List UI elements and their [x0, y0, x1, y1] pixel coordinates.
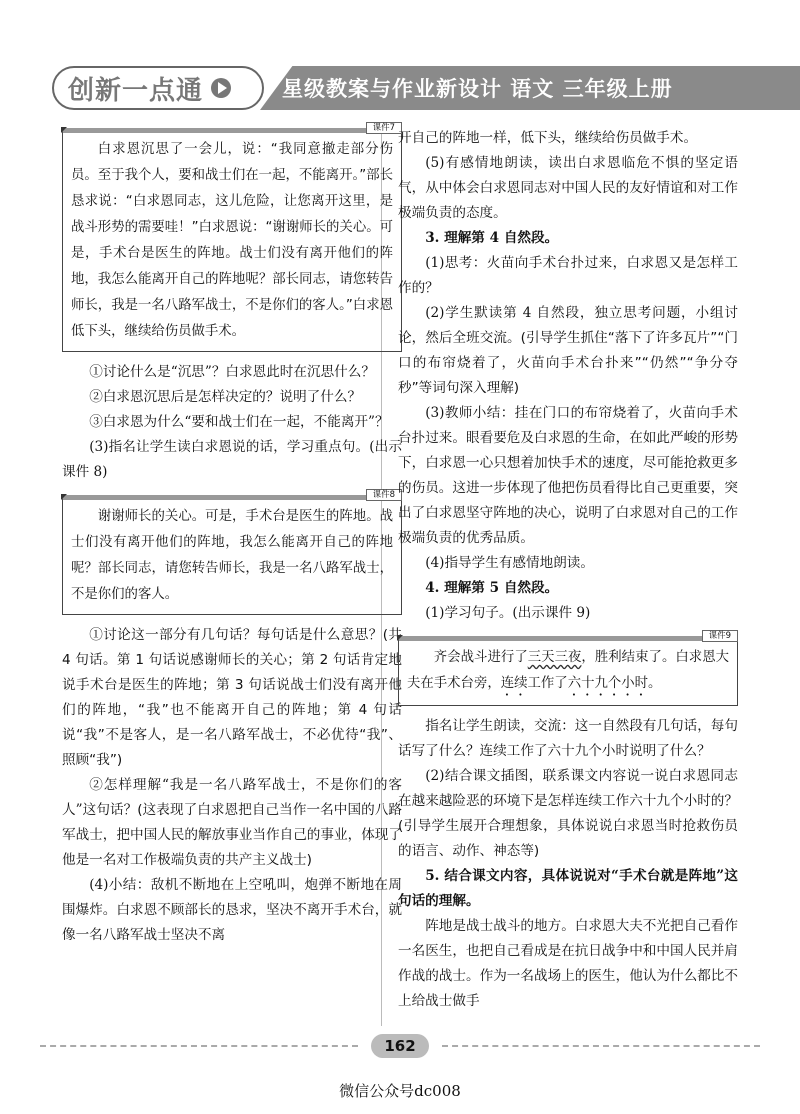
page-number: 162 — [371, 1034, 429, 1058]
discussion — [62, 623, 402, 773]
book-title: 星级教案与作业新设计 语文 三年级上册 — [282, 77, 673, 101]
step: (1)思考：火苗向手术台扑过来，白求恩又是怎样工作的？ — [398, 255, 738, 296]
heading-text: 4. 理解第 5 自然段。 — [425, 580, 559, 596]
continued-text: 开自己的阵地一样，低下头，继续给伤员做手术。 — [398, 130, 698, 146]
play-icon — [211, 78, 231, 98]
box-text — [407, 645, 729, 699]
box-corner-icon — [61, 494, 67, 500]
footer-line-right — [442, 1045, 760, 1047]
brand-badge — [52, 66, 264, 110]
discussion-question: ②怎样理解“我是一名八路军战士，不是你们的客人”这句话？ — [62, 777, 402, 818]
step: (3)指名让学生读白求恩说的话，学习重点句。(出示课件 8) — [62, 439, 402, 480]
step: (4)指导学生有感情地朗读。 — [425, 555, 594, 571]
footer-line-left — [40, 1045, 358, 1047]
heading-text: 3. 理解第 4 自然段。 — [425, 230, 559, 246]
box-text-part: 齐会战斗进行了 — [433, 650, 528, 665]
step: (3)教师小结：挂在门口的布帘烧着了，火苗向手术台扑过来。眼看要危及白求恩的生命，在如此严峻的形势下，白求恩一心只想着加快手术的速度，尽可能抢救更多的伤员。这进一步体现了他把伤员看得比自己更重要，突出了白求恩坚守阵地的决心，说明了白求恩对自己的工作极端负责的优秀品质。 — [398, 405, 738, 546]
courseware-box-8 — [62, 490, 402, 615]
step — [398, 764, 738, 864]
right-column — [398, 126, 738, 1014]
section-heading — [398, 576, 738, 601]
question: ②白求恩沉思后是怎样决定的？说明了什么？ — [89, 389, 362, 405]
box-corner-icon — [397, 635, 403, 641]
question: ③白求恩为什么“要和战士们在一起，不能离开”？ — [89, 414, 389, 430]
emphasis-wavy: 三天三夜 — [527, 650, 582, 665]
box-corner-icon — [61, 127, 67, 133]
explanation: 阵地是战士战斗的地方。白求恩大夫不光把自己看作一名医生，也把自己看成是在抗日战争中和中国人民并肩作战的战士。作为一名战场上的医生，他认为什么都比不上给战士做手 — [398, 918, 738, 1009]
box-text-part: ，胜利结束了。白求恩大夫在手术台旁， — [407, 650, 730, 691]
box-text-part: 。 — [648, 676, 662, 691]
discussion-note: (这表现了白求恩把自己当作一名中国的八路军战士，把中国人民的解放事业当作自己的事业，体现了他是一名对工作极端负责的共产主义战士) — [62, 802, 402, 868]
courseware-tag: 课件9 — [702, 630, 738, 642]
courseware-tag: 课件8 — [366, 489, 402, 501]
heading-text: 5. 结合课文内容，具体说说对“手术台就是阵地”这句话的理解。 — [398, 868, 738, 909]
step-note: (引导学生展开合理想象，具体说说白求恩当时抢救伤员的语言、动作、神态等) — [398, 818, 738, 859]
discussion — [62, 773, 402, 873]
discussion-question: ①讨论这一部分有几句话？每句话是什么意思？ — [89, 627, 383, 643]
brand-text: 创新一点通 — [68, 75, 204, 106]
question: ①讨论什么是“沉思”？白求恩此时在沉思什么？ — [89, 364, 375, 380]
step: (1)学习句子。(出示课件 9) — [425, 605, 591, 621]
page-header — [0, 58, 800, 116]
step — [398, 301, 738, 401]
step-text: (2)结合课文插图，联系课文内容说一说白求恩同志在越来越险恶的环境下是怎样连续工作六十九个小时的？ — [398, 768, 738, 809]
courseware-box-9 — [398, 631, 738, 706]
step-text: (2)学生默读第 4 自然段，独立思考问题，小组讨论，然后全班交流。 — [398, 305, 738, 346]
box-text: 白求恩沉思了一会儿，说：“我同意撤走部分伤员。至于我个人，要和战士们在一起，不能离开。”部长恳求说：“白求恩同志，这儿危险，让您离开这里，是战斗形势的需要哇！”白求恩说：“谢谢师长的关心。可是，手术台是医生的阵地。战士们没有离开他们的阵地，我怎么能离开自己的阵地呢？部长同志，请您转告师长，我是一名八路军战士，不是你们的客人。”白求恩低下头，继续给伤员做手术。 — [71, 142, 393, 339]
step: 指名让学生朗读，交流：这一自然段有几句话，每句话写了什么？连续工作了六十九个小时说明了什么？ — [398, 718, 738, 759]
section-heading — [398, 226, 738, 251]
emphasis-dotted: 六十九个小时 — [567, 676, 649, 691]
section-heading — [398, 864, 738, 914]
left-column — [62, 123, 402, 948]
courseware-box-7 — [62, 123, 402, 352]
wechat-watermark: 微信公众号dc008 — [339, 1082, 461, 1100]
courseware-tag: 课件7 — [366, 122, 402, 134]
box-text-part: 工作了 — [527, 676, 568, 691]
emphasis-dotted: 连续 — [500, 676, 528, 691]
discussion-note: (共 4 句话。第 1 句话说感谢师长的关心；第 2 句话肯定地说手术台是医生的阵地；第 3 句话说战士们没有离开他们的阵地，“我”也不能离开自己的阵地；第 4 句话说“我”不是客人，是一名八路军战士，不必优待“我”、照顾“我”) — [62, 627, 402, 768]
box-text: 谢谢师长的关心。可是，手术台是医生的阵地。战士们没有离开他们的阵地，我怎么能离开自己的阵地呢？部长同志，请您转告师长，我是一名八路军战士，不是你们的客人。 — [71, 509, 393, 602]
step-note: (引导学生抓住“落下了许多瓦片”“门口的布帘烧着了，火苗向手术台扑来”“仍然”“争分夺秒”等词句深入理解) — [398, 330, 738, 396]
summary: (4)小结：敌机不断地在上空吼叫，炮弹不断地在周围爆炸。白求恩不顾部长的恳求，坚决不离开手术台，就像一名八路军战士坚决不离 — [62, 877, 402, 943]
step: (5)有感情地朗读，读出白求恩临危不惧的坚定语气，从中体会白求恩同志对中国人民的友好情谊和对工作极端负责的态度。 — [398, 155, 738, 221]
